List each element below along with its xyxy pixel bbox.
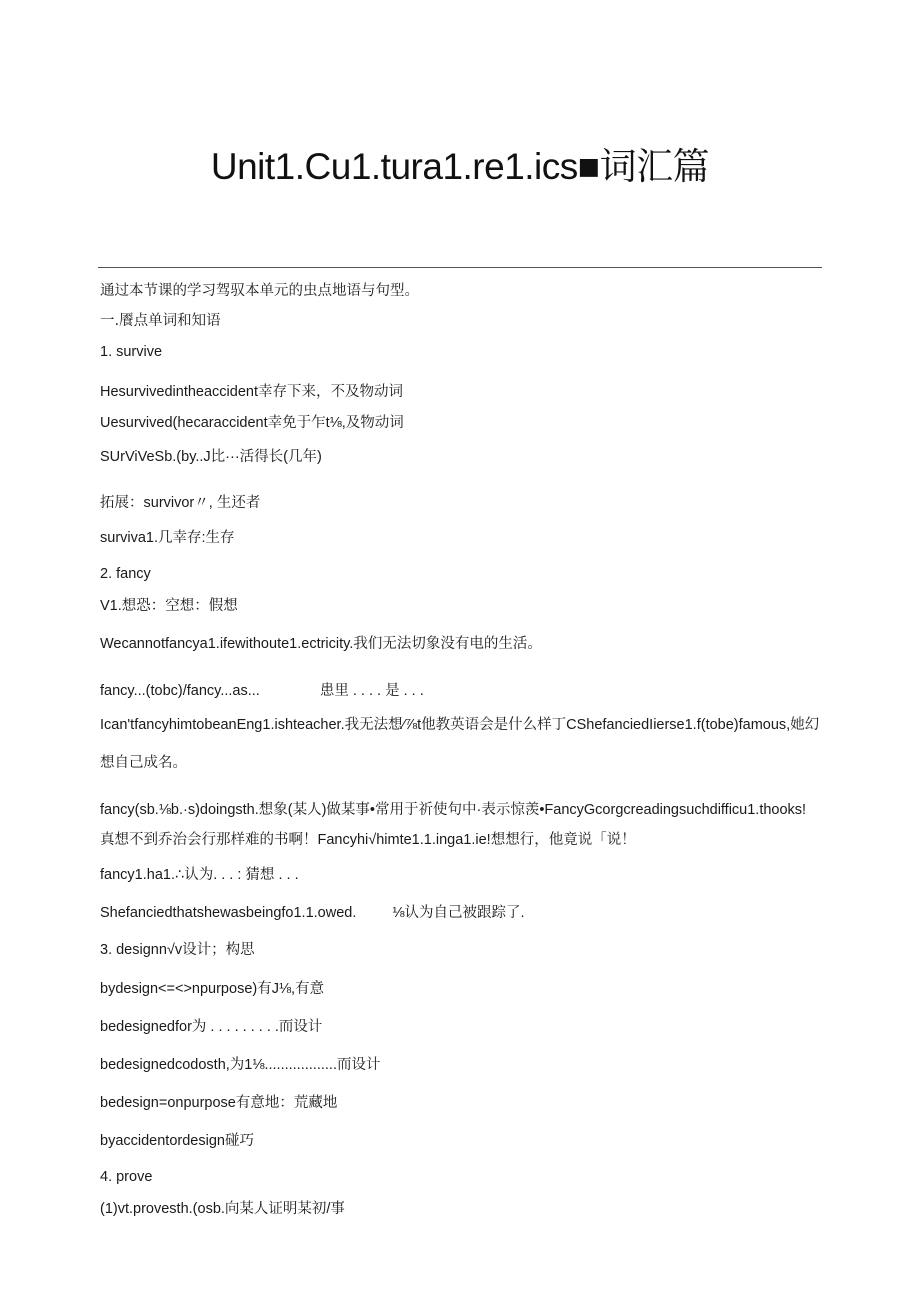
text-line: bedesign=onpurpose有意地：荒藏地 — [100, 1095, 338, 1111]
phrase-meaning: 患里 . . . . 是 . . . — [319, 683, 424, 699]
item-heading-design: 3. designn√v设计；构思 — [100, 942, 255, 958]
example-translation: ⅛认为自己被跟踪了. — [392, 905, 525, 921]
text-line: bydesign<=<>npurpose)有J⅛,有意 — [100, 981, 325, 997]
item-heading-prove: 4. prove — [100, 1169, 153, 1185]
item-heading-survive: 1. survive — [100, 344, 163, 360]
text-line: fancy1.ha1.∴认为. . . : 猜想 . . . — [100, 867, 299, 883]
text-line: 想自己成名。 — [100, 755, 187, 771]
text-line: Hesurvivedintheaccident幸存下来，不及物动词 — [100, 384, 403, 400]
document-title: Unit1.Cu1.tura1.re1.ics■词汇篇 — [210, 146, 710, 187]
phrase: fancy...(tobc)/fancy...as... — [100, 683, 260, 699]
text-line: 拓展：survivor〃, 生还者 — [100, 495, 261, 511]
text-line: Uesurvived(hecaraccident幸免于乍t⅛,及物动词 — [100, 415, 404, 431]
text-line — [100, 681, 424, 701]
text-line: byaccidentordesign碰巧 — [100, 1133, 254, 1149]
text-line: Wecannotfancya1.ifewithoute1.ectricity.我们无法切象没有电的生活。 — [100, 636, 542, 652]
intro-line: 通过本节课的学习驾驭本单元的虫点地语与句型。 — [100, 283, 419, 299]
text-line: 真想不到乔治会行那样难的书啊！Fancyhi√himte1.1.inga1.ie!想想行，他竟说「说！ — [100, 832, 636, 848]
text-line: bedesignedcodosth,为1⅛..................而设计 — [100, 1057, 381, 1073]
text-line: (1)vt.provesth.(osb.向某人证明某初/事 — [100, 1201, 345, 1217]
example-sentence: Shefanciedthatshewasbeingfo1.1.owed. — [100, 905, 357, 921]
text-line: V1.想恐：空想：假想 — [100, 598, 238, 614]
section-heading: 一.餍点单词和知语 — [100, 313, 221, 329]
text-line: bedesignedfor为 . . . . . . . . .而设计 — [100, 1019, 323, 1035]
text-line: Ican'tfancyhimtobeanEng1.ishteacher.我无法想∕⅞t他教英语会是什么样丁CShefanciedIierse1.f(tobe)famous,她幻 — [100, 717, 820, 733]
text-line: SUrViVeSb.(by..J比···活得长(几年) — [100, 449, 322, 465]
text-line — [100, 903, 524, 923]
text-line: fancy(sb.⅛b.·s)doingsth.想象(某人)做某事•常用于祈使句中·表示惊羡•FancyGcorgcreadingsuchdifficu1.thooks! — [100, 802, 807, 818]
text-line: surviva1.几幸存:生存 — [100, 530, 235, 546]
item-heading-fancy: 2. fancy — [100, 566, 151, 582]
title-divider — [98, 267, 822, 268]
